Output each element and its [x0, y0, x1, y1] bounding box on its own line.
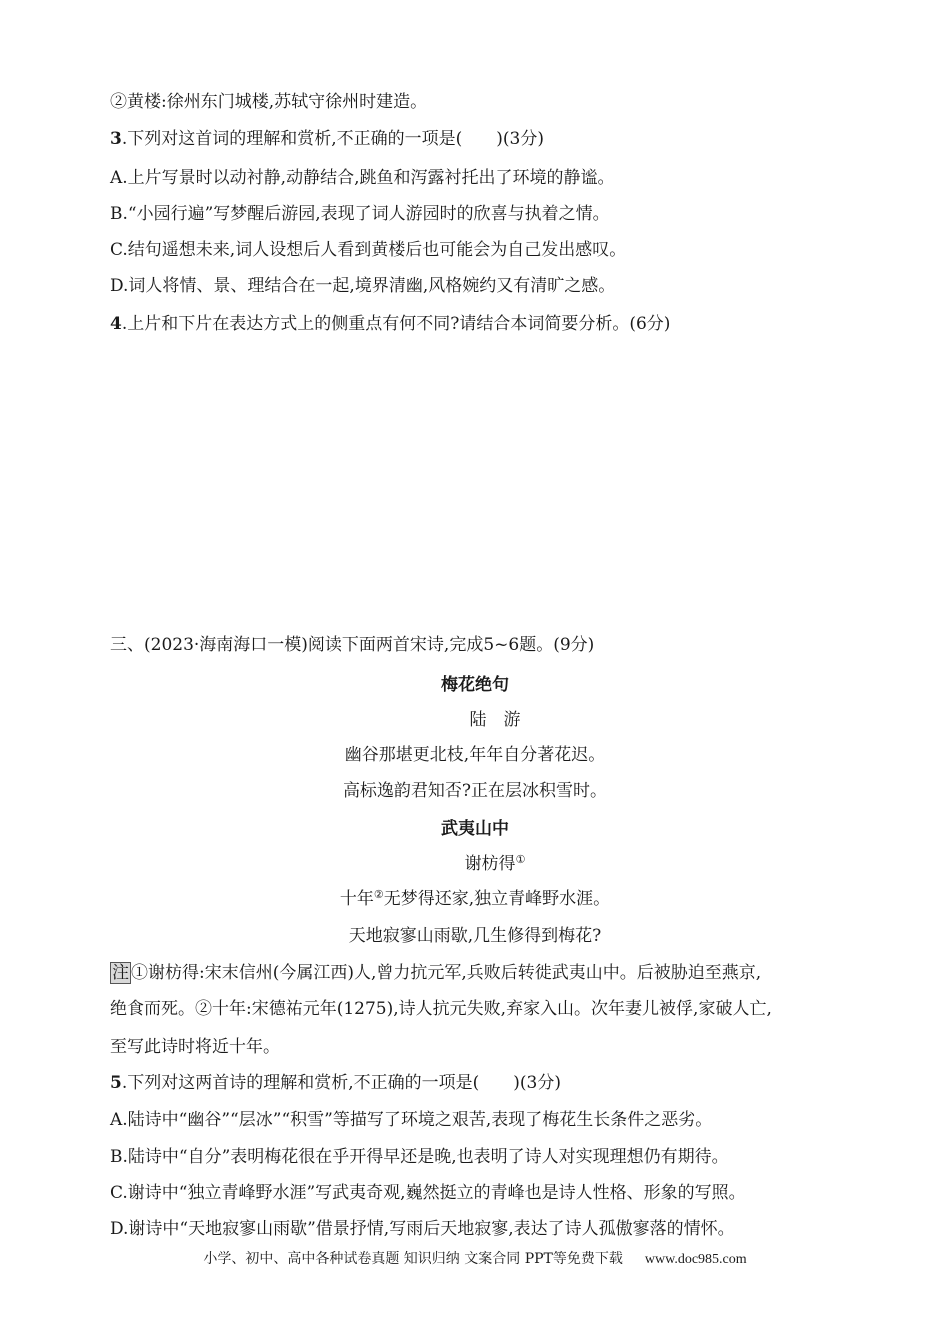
- poem-1-line-1: 幽谷那堪更北枝,年年自分著花迟。: [344, 745, 606, 765]
- section-3-heading: 三、(2023·海南海口一模)阅读下面两首宋诗,完成5~6题。(9分): [110, 635, 595, 655]
- question-stem: .下列对这首词的理解和赏析,不正确的一项是( )(3分): [121, 129, 544, 149]
- question-3: [110, 127, 544, 151]
- q3-option-a: A.上片写景时以动衬静,动静结合,跳鱼和泻露衬托出了环境的静谧。: [110, 168, 615, 188]
- poem-text: 十年: [339, 889, 374, 909]
- note-label: 注: [112, 963, 129, 983]
- footer-url[interactable]: www.doc985.com: [644, 1252, 747, 1267]
- page-footer: [0, 1248, 950, 1268]
- footnote-marker: ②: [373, 888, 384, 901]
- q5-option-c: C.谢诗中“独立青峰野水涯”写武夷奇观,巍然挺立的青峰也是诗人性格、形象的写照。: [110, 1183, 746, 1203]
- footnote-huanglou: ②黄楼:徐州东门城楼,苏轼守徐州时建造。: [110, 92, 428, 112]
- question-4: [110, 312, 670, 336]
- question-5: [110, 1071, 561, 1095]
- footer-text: 小学、初中、高中各种试卷真题 知识归纳 文案合同 PPT等免费下载: [203, 1251, 623, 1267]
- question-stem: .下列对这两首诗的理解和赏析,不正确的一项是( )(3分): [121, 1073, 561, 1093]
- poem-2-line-1: [0, 887, 950, 911]
- q5-option-d: D.谢诗中“天地寂寥山雨歇”借景抒情,写雨后天地寂寥,表达了诗人孤傲寥落的情怀。: [110, 1219, 735, 1239]
- note-text: ①谢枋得:宋末信州(今属江西)人,曾力抗元军,兵败后转徙武夷山中。后被胁迫至燕京,: [131, 963, 762, 983]
- poem-2-title: 武夷山中: [441, 819, 509, 839]
- poem-2-author: [20, 852, 950, 876]
- author-name: 谢枋得: [464, 854, 516, 874]
- notes-line-3: 至写此诗时将近十年。: [110, 1037, 280, 1057]
- notes-line-1: [110, 961, 761, 985]
- poem-text: 无梦得还家,独立青峰野水涯。: [383, 889, 611, 909]
- notes-line-2: 绝食而死。②十年:宋德祐元年(1275),诗人抗元失败,弃家入山。次年妻儿被俘,家破人亡,: [110, 999, 772, 1019]
- poem-1-line-2: 高标逸韵君知否?正在层冰积雪时。: [342, 781, 608, 801]
- question-number: 3: [110, 129, 122, 149]
- q5-option-b: B.陆诗中“自分”表明梅花很在乎开得早还是晚,也表明了诗人对实现理想仍有期待。: [110, 1147, 729, 1167]
- footnote-marker: ①: [515, 853, 526, 866]
- q3-option-c: C.结句遥想未来,词人设想后人看到黄楼后也可能会为自己发出感叹。: [110, 240, 627, 260]
- question-number: 4: [110, 314, 122, 334]
- q3-option-b: B.“小园行遍”写梦醒后游园,表现了词人游园时的欣喜与执着之情。: [110, 204, 610, 224]
- question-number: 5: [110, 1073, 122, 1093]
- question-stem: .上片和下片在表达方式上的侧重点有何不同?请结合本词简要分析。(6分): [121, 314, 671, 334]
- poem-1-author: 陆 游: [469, 710, 521, 730]
- q5-option-a: A.陆诗中“幽谷”“层冰”“积雪”等描写了环境之艰苦,表现了梅花生长条件之恶劣。: [110, 1110, 713, 1130]
- q3-option-d: D.词人将情、景、理结合在一起,境界清幽,风格婉约又有清旷之感。: [110, 276, 616, 296]
- poem-2-line-2: 天地寂寥山雨歇,几生修得到梅花?: [348, 926, 602, 946]
- poem-1-title: 梅花绝句: [441, 675, 509, 695]
